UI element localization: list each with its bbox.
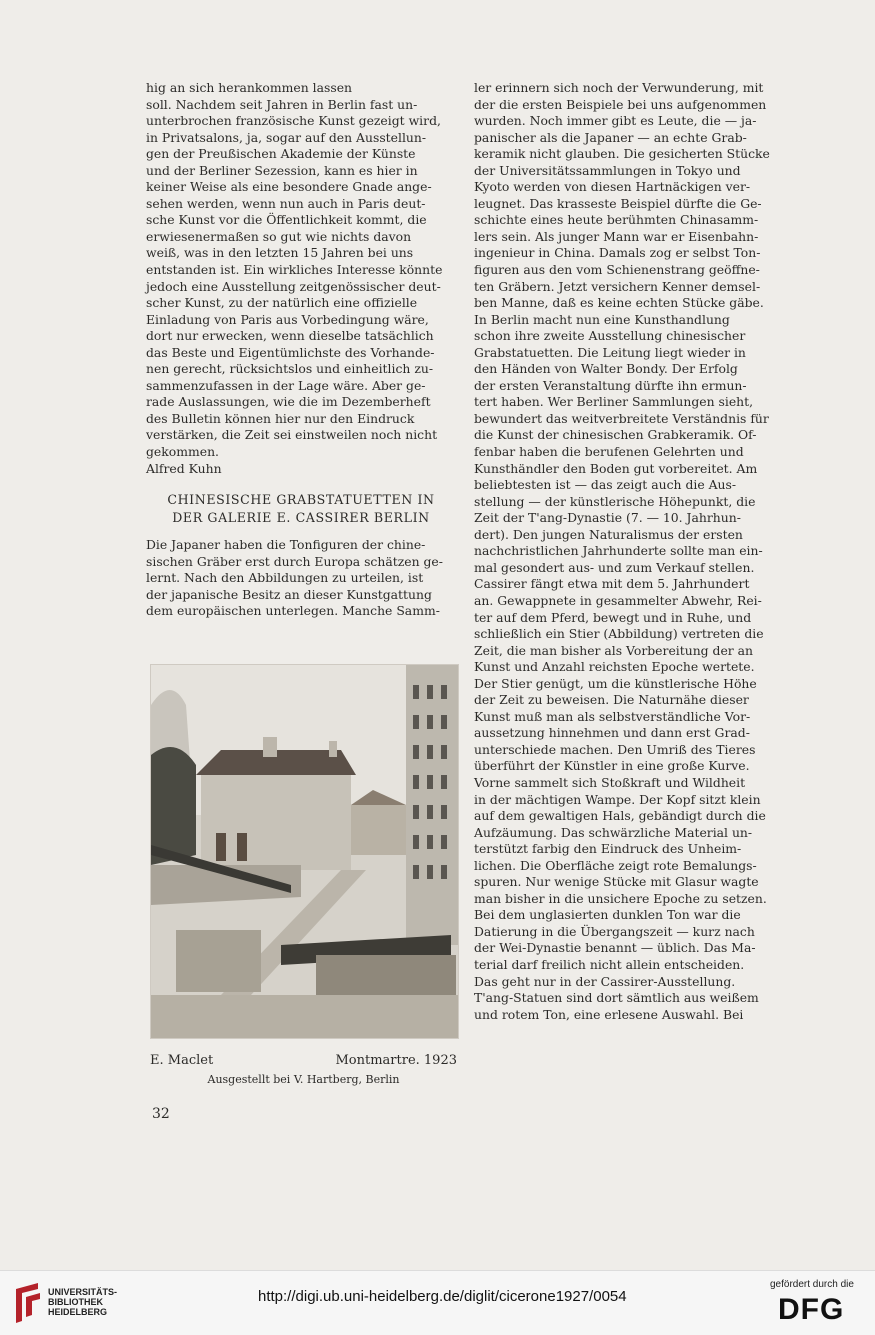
caption-title-year: Montmartre. 1923	[335, 1053, 457, 1068]
left-text-line: keiner Weise als eine besondere Gnade ange-	[146, 179, 432, 195]
left-text-line: sammenzufassen in der Lage wäre. Aber ge-	[146, 377, 426, 393]
right-text-line: schließlich ein Stier (Abbildung) vertreten die	[474, 626, 764, 642]
right-text-line: Zeit der T'ang-Dynastie (7. — 10. Jahrhun-	[474, 510, 741, 526]
left-text-line: und der Berliner Sezession, kann es hier in	[146, 162, 418, 178]
right-text-line: stellung — der künstlerische Höhepunkt, die	[474, 493, 756, 509]
left-text-line: unterbrochen französische Kunst gezeigt wird,	[146, 113, 441, 129]
left-text-line: dort nur erwecken, wenn dieselbe tatsächlich	[146, 328, 434, 344]
digital-library-footer	[0, 1270, 875, 1335]
right-text-line: Vorne sammelt sich Stoßkraft und Wildheit	[474, 774, 746, 790]
right-text-line: fenbar haben die berufenen Gelehrten und	[474, 444, 744, 460]
author-signature: Alfred Kuhn	[146, 460, 222, 476]
right-text-line: auf dem gewaltigen Hals, gebändigt durch die	[474, 808, 766, 824]
left-text-line: Einladung von Paris aus Vorbedingung wäre,	[146, 311, 429, 327]
library-name-line-3: HEIDELBERG	[48, 1307, 108, 1317]
left-text-line: sehen werden, wenn nun auch in Paris deut-	[146, 195, 426, 211]
left-text-line: weiß, was in den letzten 15 Jahren bei uns	[146, 245, 414, 261]
right-text-line: an. Gewappnete in gesammelter Abwehr, Rei-	[474, 592, 762, 608]
intro-text-line: der japanische Besitz an dieser Kunstgattung	[146, 586, 432, 602]
dfg-logo: DFG	[778, 1293, 845, 1326]
right-text-line: lichen. Die Oberfläche zeigt rote Bemalungs-	[474, 857, 757, 873]
left-text-line: verstärken, die Zeit sei einstweilen noch nicht	[146, 427, 438, 443]
right-text-line: ter auf dem Pferd, bewegt und in Ruhe, und	[474, 609, 752, 625]
page-number: 32	[152, 1106, 170, 1122]
right-text-line: der die ersten Beispiele bei uns aufgenommen	[474, 96, 767, 112]
heading-line-2: DER GALERIE E. CASSIRER BERLIN	[172, 510, 430, 526]
right-text-line: tert haben. Wer Berliner Sammlungen sieht,	[474, 394, 754, 410]
right-text-line: Kunst muß man als selbstverständliche Vor-	[474, 708, 751, 724]
right-text-line: keramik nicht glauben. Die gesicherten Stücke	[474, 146, 770, 162]
left-body-text	[146, 80, 456, 461]
left-text-line: gen der Preußischen Akademie der Künste	[146, 146, 416, 162]
right-text-line: Bei dem unglasierten dunklen Ton war die	[474, 907, 741, 923]
library-name-line-1: UNIVERSITÄTS-	[48, 1287, 118, 1297]
right-text-line: ben Manne, daß es keine echten Stücke gäbe.	[474, 295, 764, 311]
right-text-line: T'ang-Statuen sind dort sämtlich aus weißem	[474, 990, 759, 1006]
left-text-line: scher Kunst, zu der natürlich eine offizielle	[146, 295, 418, 311]
left-text-line: jedoch eine Ausstellung zeitgenössischer deut-	[146, 278, 441, 294]
right-text-line: dert). Den jungen Naturalismus der ersten	[474, 526, 743, 542]
left-text-line: entstanden ist. Ein wirkliches Interesse könnte	[146, 262, 443, 278]
intro-text-line: Die Japaner haben die Tonfiguren der chine-	[146, 537, 426, 553]
right-text-line: leugnet. Das krasseste Beispiel dürfte die Ge-	[474, 195, 762, 211]
right-text-line: schichte eines heute berühmten Chinasamm-	[474, 212, 759, 228]
right-text-line: unterschiede machen. Den Umriß des Tieres	[474, 741, 756, 757]
right-text-line: und rotem Ton, eine erlesene Auswahl. Bei	[474, 1006, 744, 1022]
left-text-line: in Privatsalons, ja, sogar auf den Ausstellun-	[146, 129, 427, 145]
right-text-line: spuren. Nur wenige Stücke mit Glasur wagte	[474, 874, 759, 890]
intro-text-line: sischen Gräber erst durch Europa schätzen ge-	[146, 553, 443, 569]
right-text-line: ler erinnern sich noch der Verwunderung, mit	[474, 80, 764, 95]
intro-text-line: lernt. Nach den Abbildungen zu urteilen, ist	[146, 570, 424, 586]
right-text-line: Datierung in die Übergangszeit — kurz nach	[474, 923, 755, 939]
left-text-line: sche Kunst vor die Öffentlichkeit kommt, die	[146, 212, 427, 228]
library-logo-icon	[12, 1281, 44, 1329]
right-text-line: der Universitätssammlungen in Tokyo und	[474, 162, 741, 178]
caption-credit: Ausgestellt bei V. Hartberg, Berlin	[207, 1073, 400, 1086]
left-text-line: soll. Nachdem seit Jahren in Berlin fast un-	[146, 96, 418, 112]
right-text-line: Kyoto werden von diesen Hartnäckigen ver-	[474, 179, 751, 195]
right-text-line: terstützt farbig den Eindruck des Unheim-	[474, 841, 742, 857]
right-text-line: panischer als die Japaner — an echte Grab-	[474, 129, 747, 145]
left-text-line: das Beste und Eigentümlichste des Vorhande-	[146, 344, 435, 360]
right-column	[474, 80, 786, 1023]
permalink-url[interactable]: http://digi.ub.uni-heidelberg.de/diglit/cicerone1927/0054	[258, 1288, 627, 1305]
right-text-line: der Zeit zu beweisen. Die Naturnähe dieser	[474, 692, 749, 708]
right-body-text	[474, 80, 786, 1023]
right-text-line: ingenieur in China. Damals zog er selbst Ton-	[474, 245, 761, 261]
library-name-line-2: BIBLIOTHEK	[48, 1297, 103, 1307]
right-text-line: lers sein. Als junger Mann war er Eisenbahn-	[474, 228, 759, 244]
right-text-line: In Berlin macht nun eine Kunsthandlung	[474, 311, 730, 327]
library-name	[48, 1287, 117, 1317]
right-text-line: beliebtesten ist — das zeigt auch die Aus-	[474, 477, 737, 493]
right-text-line: die Kunst der chinesischen Grabkeramik. Of-	[474, 427, 757, 443]
left-text-line: erwiesenermaßen so gut wie nichts davon	[146, 228, 412, 244]
left-text-line: des Bulletin können hier nur den Eindruck	[146, 410, 415, 426]
right-text-line: Der Stier genügt, um die künstlerische Höhe	[474, 675, 757, 691]
right-text-line: Das geht nur in der Cassirer-Ausstellung.	[474, 973, 736, 989]
left-column	[146, 80, 456, 620]
funded-by-label: gefördert durch die	[770, 1279, 854, 1290]
left-text-line: gekommen.	[146, 444, 219, 460]
right-text-line: wurden. Noch immer gibt es Leute, die — ja-	[474, 113, 757, 129]
right-text-line: Kunst und Anzahl reichsten Epoche wertete.	[474, 659, 755, 675]
heading-line-1: CHINESISCHE GRABSTATUETTEN IN	[167, 492, 435, 508]
intro-text-line: dem europäischen unterlegen. Manche Samm-	[146, 603, 440, 619]
right-text-line: aussetzung hinnehmen und dann erst Grad-	[474, 725, 750, 741]
montmartre-painting	[151, 665, 458, 1038]
right-text-line: Cassirer fängt etwa mit dem 5. Jahrhundert	[474, 576, 750, 592]
right-text-line: terial darf freilich nicht allein entscheiden.	[474, 956, 745, 972]
right-text-line: Kunsthändler den Boden gut vorbereitet. Am	[474, 460, 758, 476]
right-text-line: figuren aus den vom Schienenstrang geöffne-	[474, 262, 760, 278]
right-text-line: mal gesondert aus- und zum Verkauf stellen.	[474, 559, 755, 575]
caption-artist: E. Maclet	[150, 1053, 214, 1068]
right-text-line: der Wei-Dynastie benannt — üblich. Das Ma-	[474, 940, 756, 956]
right-text-line: ten Gräbern. Jetzt versichern Kenner demsel-	[474, 278, 761, 294]
right-text-line: überführt der Künstler in eine große Kurve.	[474, 758, 750, 774]
figure-caption	[150, 1053, 457, 1068]
right-text-line: Grabstatuetten. Die Leitung liegt wieder in	[474, 344, 746, 360]
right-text-line: bewundert das weitverbreitete Verständnis für	[474, 410, 769, 426]
intro-text	[146, 537, 456, 620]
left-text-line: rade Auslassungen, wie die im Dezemberheft	[146, 394, 431, 410]
right-text-line: man bisher in die unsichere Epoche zu setzen.	[474, 890, 767, 906]
right-text-line: der ersten Veranstaltung dürfte ihn ermun-	[474, 377, 747, 393]
right-text-line: den Händen von Walter Bondy. Der Erfolg	[474, 361, 738, 377]
painting-image	[150, 664, 459, 1039]
right-text-line: Zeit, die man bisher als Vorbereitung der an	[474, 642, 754, 658]
right-text-line: Aufzäumung. Das schwärzliche Material un-	[474, 824, 753, 840]
right-text-line: in der mächtigen Wampe. Der Kopf sitzt klein	[474, 791, 761, 807]
left-text-line: hig an sich herankommen lassen	[146, 80, 353, 95]
article-heading	[146, 491, 456, 527]
right-text-line: schon ihre zweite Ausstellung chinesischer	[474, 328, 746, 344]
left-text-line: nen gerecht, rücksichtslos und einheitlich zu-	[146, 361, 434, 377]
right-text-line: nachchristlichen Jahrhunderte sollte man ein-	[474, 543, 763, 559]
